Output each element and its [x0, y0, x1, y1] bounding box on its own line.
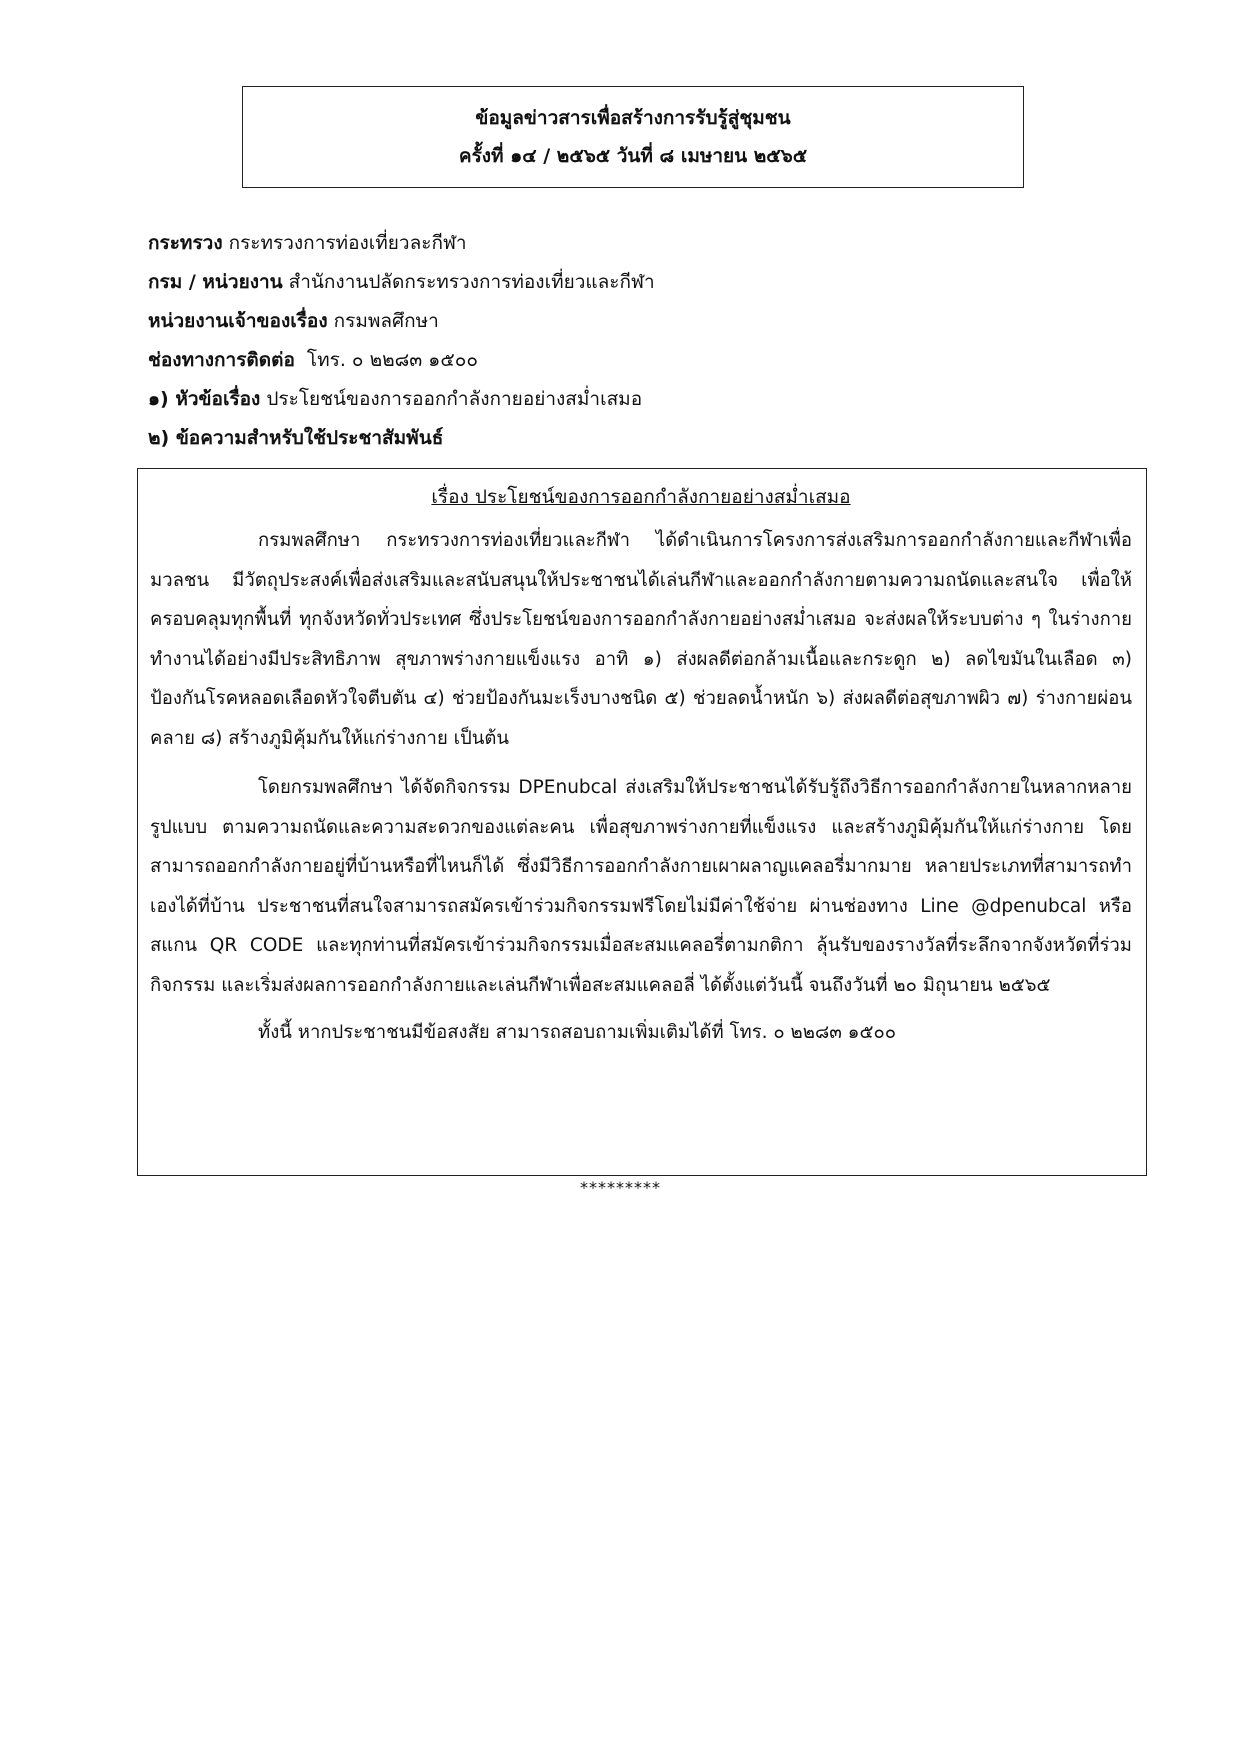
department-value: สำนักงานปลัดกระทรวงการท่องเที่ยวและกีฬา — [288, 271, 655, 293]
info-row-contact — [148, 341, 1148, 380]
info-row-message — [148, 419, 1148, 458]
info-row-owner — [148, 302, 1148, 341]
document-header-title: ข้อมูลข่าวสารเพื่อสร้างการรับรู้สู่ชุมชน — [475, 107, 791, 129]
info-row-topic — [148, 380, 1148, 419]
contact-value: โทร. ๐ ๒๒๘๓ ๑๕๐๐ — [300, 349, 478, 371]
document-header-box — [242, 86, 1024, 188]
message-label: ๒) ข้อความสำหรับใช้ประชาสัมพันธ์ — [148, 427, 444, 449]
department-label: กรม / หน่วยงาน — [148, 271, 283, 293]
document-header-issue: ครั้งที่ ๑๔ / ๒๕๖๕ วันที่ ๘ เมษายน ๒๕๖๕ — [458, 145, 808, 167]
press-release-paragraph-1: กรมพลศึกษา กระทรวงการท่องเที่ยวและกีฬา ได้ดำเนินการโครงการส่งเสริมการออกกำลังกายและกีฬาเพื่อมวลชน มีวัตถุประสงค์เพื่อส่งเสริมและสนับสนุนให้ประชาชนได้เล่นกีฬาและออกกำลังกายตามความถนัดและสนใจ เพื่อให้ครอบคลุมทุกพื้นที่ ทุกจังหวัดทั่วประเทศ ซึ่งประโยชน์ของการออกกำลังกายอย่างสม่ำเสมอ จะส่งผลให้ระบบต่าง ๆ ในร่างกาย ทำงานได้อย่างมีประสิทธิภาพ สุขภาพร่างกายแข็งแรง อาทิ ๑) ส่งผลดีต่อกล้ามเนื้อและกระดูก ๒) ลดไขมันในเลือด ๓) ป้องกันโรคหลอดเลือดหัวใจตีบตัน ๔) ช่วยป้องกันมะเร็งบางชนิด ๕) ช่วยลดน้ำหนัก ๖) ส่งผลดีต่อสุขภาพผิว ๗) ร่างกายผ่อนคลาย ๘) สร้างภูมิคุ้มกันให้แก่ร่างกาย เป็นต้น — [150, 530, 1132, 749]
press-release-title: เรื่อง ประโยชน์ของการออกกำลังกายอย่างสม่ำเสมอ — [431, 486, 851, 508]
contact-label: ช่องทางการติดต่อ — [148, 349, 295, 371]
topic-value: ประโยชน์ของการออกกำลังกายอย่างสม่ำเสมอ — [266, 388, 643, 410]
end-separator: ********* — [580, 1178, 661, 1197]
ministry-label: กระทรวง — [148, 232, 223, 254]
info-block — [148, 224, 1148, 458]
press-release-paragraph-2: โดยกรมพลศึกษา ได้จัดกิจกรรม DPEnubcal ส่งเสริมให้ประชาชนได้รับรู้ถึงวิธีการออกกำลังกายในหลากหลายรูปแบบ ตามความถนัดและความสะดวกของแต่ละคน เพื่อสุขภาพร่างกายที่แข็งแรง และสร้างภูมิคุ้มกันให้แก่ร่างกาย โดยสามารถออกกำลังกายอยู่ที่บ้านหรือที่ไหนก็ได้ ซึ่งมีวิธีการออกกำลังกายเผาผลาญแคลอรี่มากมาย หลายประเภทที่สามารถทำเองได้ที่บ้าน ประชาชนที่สนใจสามารถสมัครเข้าร่วมกิจกรรมฟรีโดยไม่มีค่าใช้จ่าย ผ่านช่องทาง Line @dpenubcal หรือสแกน QR CODE และทุกท่านที่สมัครเข้าร่วมกิจกรรมเมื่อสะสมแคลอรี่ตามกติกา ลุ้นรับของรางวัลที่ระลึกจากจังหวัดที่ร่วมกิจกรรม และเริ่มส่งผลการออกกำลังกายและเล่นกีฬาเพื่อสะสมแคลอลี่ ได้ตั้งแต่วันนี้ จนถึงวันที่ ๒๐ มิถุนายน ๒๕๖๕ — [150, 777, 1132, 996]
info-row-ministry — [148, 224, 1148, 263]
topic-label: ๑) หัวข้อเรื่อง — [148, 388, 261, 410]
press-release-closing: ทั้งนี้ หากประชาชนมีข้อสงสัย สามารถสอบถามเพิ่มเติมได้ที่ โทร. ๐ ๒๒๘๓ ๑๕๐๐ — [258, 1022, 897, 1043]
info-row-department — [148, 263, 1148, 302]
owner-label: หน่วยงานเจ้าของเรื่อง — [148, 310, 328, 332]
press-release-box — [137, 468, 1147, 1176]
owner-value: กรมพลศึกษา — [333, 310, 439, 332]
ministry-value: กระทรวงการท่องเที่ยวละกีฬา — [228, 232, 467, 254]
